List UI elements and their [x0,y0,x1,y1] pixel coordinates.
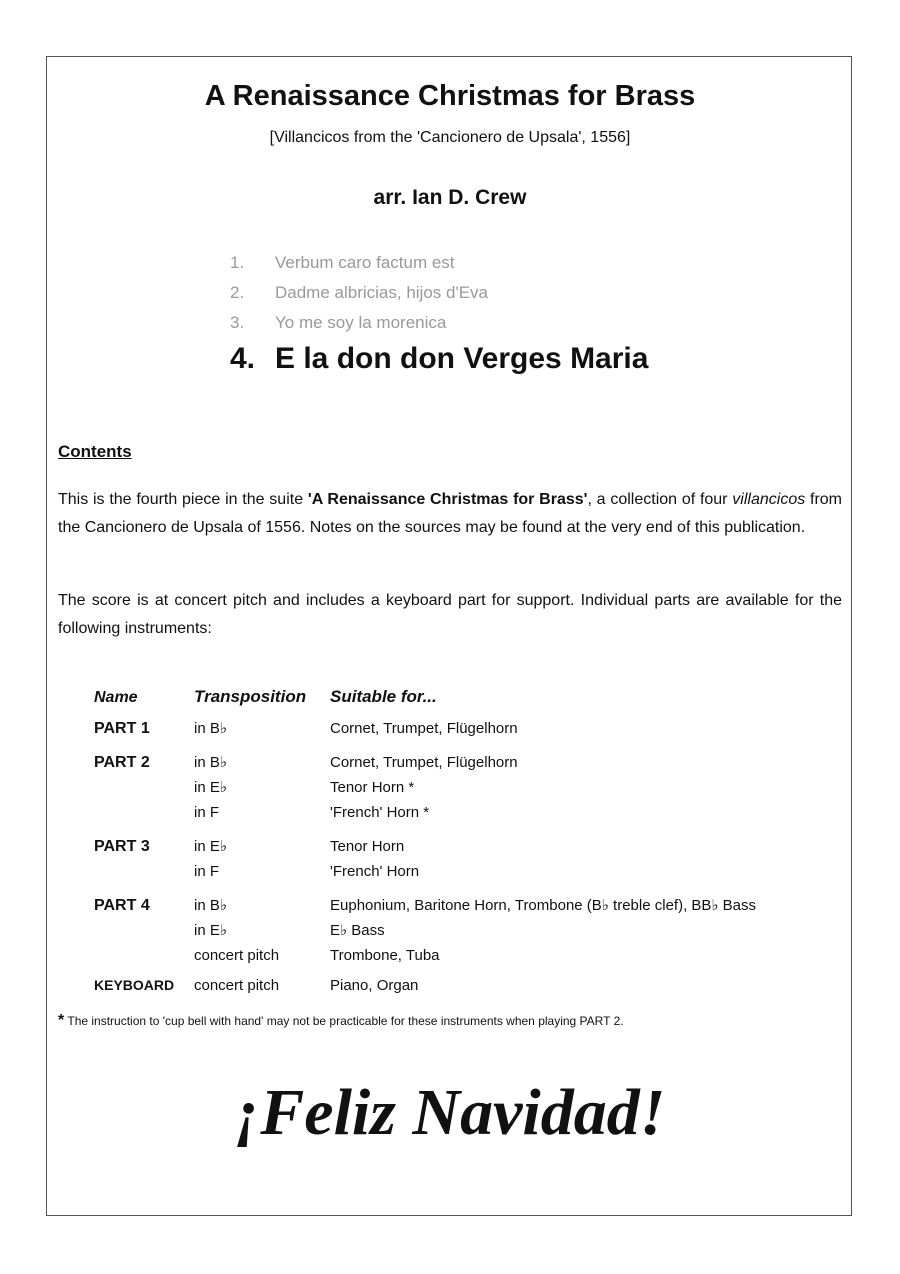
footnote [58,1012,624,1030]
part-instruments: E♭ Bass [330,922,385,939]
part-instruments: 'French' Horn * [330,804,430,821]
part-instruments: 'French' Horn [330,863,420,880]
part-transposition: in E♭ [194,838,227,855]
part-name: PART 1 [94,720,150,737]
table-row [94,834,756,859]
part-name: PART 3 [94,838,150,855]
part-instruments: Piano, Organ [330,977,419,994]
part-name: KEYBOARD [94,977,175,993]
movement-number: 1. [230,253,245,272]
table-row [94,918,756,943]
part-transposition: in B♭ [194,720,227,737]
page-subtitle: [Villancicos from the 'Cancionero de Upsala', 1556] [269,129,631,146]
movement-title: E la don don Verges Maria [275,342,649,375]
parts-table-header [94,684,756,716]
movement-number: 4. [230,342,256,375]
movement-number: 3. [230,313,245,332]
villancicos-term: villancicos [732,491,806,508]
table-row [94,943,756,968]
header-transposition: Transposition [194,687,307,706]
part-instruments: Cornet, Trumpet, Flügelhorn [330,754,518,771]
part-name: PART 2 [94,754,150,771]
movement-number: 2. [230,283,245,302]
footnote-marker: * [58,1012,65,1029]
parts-table [94,684,756,998]
part-instruments: Tenor Horn [330,838,405,855]
part-name: PART 4 [94,897,150,914]
table-row [94,775,756,800]
greeting-text: ¡Feliz Navidad! [234,1076,666,1149]
intro-text: This is the fourth piece in the suite [58,491,308,508]
table-row [94,716,756,741]
table-row [94,973,756,998]
part-transposition: in B♭ [194,754,227,771]
part-transposition: in E♭ [194,779,227,796]
part-transposition: in B♭ [194,897,227,914]
intro-paragraph [58,486,842,541]
movement-item [230,280,648,310]
movement-item [230,310,648,340]
part-instruments: Tenor Horn * [330,779,415,796]
part-transposition: in E♭ [194,922,227,939]
part-instruments: Cornet, Trumpet, Flügelhorn [330,720,518,737]
header-suitable: Suitable for... [330,687,437,706]
table-row [94,750,756,775]
movement-item-current [230,338,648,382]
movement-title: Verbum caro factum est [275,253,455,272]
contents-heading: Contents [58,442,132,461]
part-instruments: Euphonium, Baritone Horn, Trombone (B♭ treble clef), BB♭ Bass [330,897,757,914]
movement-item [230,250,648,280]
header-name: Name [94,689,138,706]
intro-text: , a collection of four [587,491,733,508]
score-paragraph: The score is at concert pitch and includes a keyboard part for support. Individual parts are available for the following instruments: [58,592,842,637]
part-instruments: Trombone, Tuba [330,947,440,964]
footnote-text: The instruction to 'cup bell with hand' may not be practicable for these instruments when playing PART 2. [67,1014,624,1028]
intro-text: from the Cancionero de Upsala of 1556. Notes on the sources may be found at the very end of this publication. [58,491,842,536]
part-transposition: concert pitch [194,947,280,964]
arranger-credit: arr. Ian D. Crew [373,186,527,209]
movement-title: Dadme albricias, hijos d'Eva [275,283,489,302]
table-row [94,893,756,918]
part-transposition: concert pitch [194,977,280,994]
page-title: A Renaissance Christmas for Brass [204,80,696,112]
table-row [94,800,756,825]
movement-list [230,250,648,382]
suite-title-ref: 'A Renaissance Christmas for Brass' [307,491,588,508]
movement-title: Yo me soy la morenica [275,313,447,332]
part-transposition: in F [194,804,220,821]
table-row [94,859,756,884]
part-transposition: in F [194,863,220,880]
